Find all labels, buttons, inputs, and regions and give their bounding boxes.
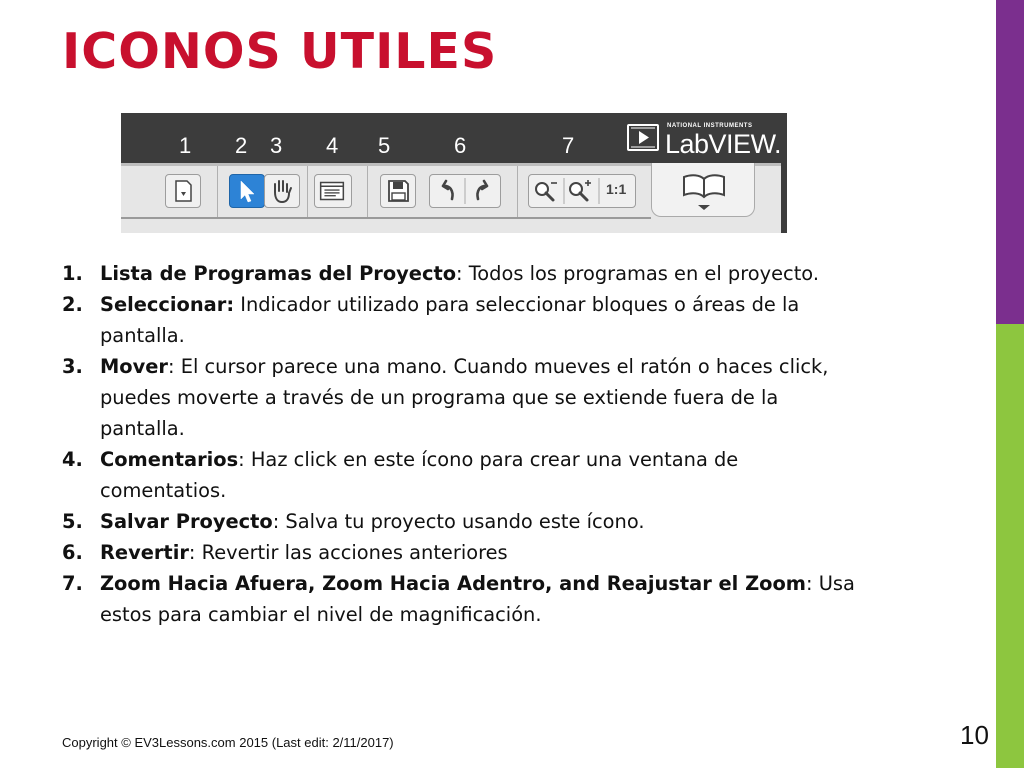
list-term: Zoom Hacia Afuera, Zoom Hacia Adentro, and Reajustar el Zoom <box>100 572 806 595</box>
callout-number-3: 3 <box>270 133 283 158</box>
list-number: 1. <box>62 262 83 285</box>
toolbar-separator <box>217 166 218 217</box>
zoom-reset-icon[interactable]: 1:1 <box>606 181 627 197</box>
list-sep: : <box>238 448 245 471</box>
save-icon <box>381 175 415 207</box>
accent-strip-green <box>996 324 1024 768</box>
pan-hand-icon <box>265 175 299 207</box>
save-button[interactable] <box>380 174 416 208</box>
list-desc: Usa estos para cambiar el nivel de magnificación. <box>100 572 855 626</box>
page-number: 10 <box>960 720 989 750</box>
list-item <box>62 568 862 630</box>
list-item <box>62 506 862 537</box>
pan-button[interactable] <box>264 174 300 208</box>
labview-logo-icon <box>627 124 659 151</box>
icon-description-list <box>62 258 862 630</box>
undo-icon[interactable] <box>430 175 500 207</box>
list-number: 6. <box>62 541 83 564</box>
list-desc: Indicador utilizado para seleccionar bloques o áreas de la pantalla. <box>100 293 800 347</box>
labview-logo <box>627 121 787 159</box>
list-desc: Salva tu proyecto usando este ícono. <box>279 510 645 533</box>
list-term: Salvar Proyecto <box>100 510 273 533</box>
copyright-footer: Copyright © EV3Lessons.com 2015 (Last edit: 2/11/2017) <box>62 735 394 750</box>
callout-number-7: 7 <box>562 133 575 158</box>
list-sep: : <box>167 355 175 378</box>
toolbar-header <box>121 113 787 163</box>
list-desc: El cursor parece una mano. Cuando mueves el ratón o haces click, puedes moverte a través de un programa que se extiende fuera de la pantalla. <box>100 355 829 440</box>
labview-brand-text: LabVIEW. <box>665 129 782 159</box>
select-button[interactable] <box>229 174 265 208</box>
list-number: 4. <box>62 448 83 471</box>
program-list-icon <box>166 175 200 207</box>
callout-number-5: 5 <box>378 133 391 158</box>
callout-number-6: 6 <box>454 133 467 158</box>
comment-button[interactable] <box>314 174 352 208</box>
callout-number-4: 4 <box>326 133 339 158</box>
callout-number-2: 2 <box>235 133 248 158</box>
comment-icon <box>315 175 349 207</box>
ni-brand-text: NATIONAL INSTRUMENTS <box>667 123 753 129</box>
list-number: 5. <box>62 510 83 533</box>
list-sep: : <box>456 262 463 285</box>
labview-toolbar-image <box>121 113 787 233</box>
list-item <box>62 351 862 444</box>
list-number: 2. <box>62 293 83 316</box>
list-item <box>62 258 862 289</box>
list-desc: Todos los programas en el proyecto. <box>462 262 819 285</box>
undo-redo-group <box>429 174 501 208</box>
content-editor-tab[interactable] <box>651 163 755 217</box>
list-number: 3. <box>62 355 83 378</box>
toolbar-bottom-line <box>121 217 651 219</box>
toolbar-separator <box>367 166 368 217</box>
list-term: Comentarios <box>100 448 239 471</box>
list-desc: Revertir las acciones anteriores <box>195 541 508 564</box>
slide-title: ICONOS UTILES <box>62 23 498 80</box>
select-pointer-icon <box>230 175 264 207</box>
list-item <box>62 537 862 568</box>
list-sep: : <box>272 510 280 533</box>
list-item <box>62 289 862 351</box>
program-list-button[interactable] <box>165 174 201 208</box>
zoom-group <box>528 174 636 208</box>
list-term: Lista de Programas del Proyecto <box>100 262 457 285</box>
content-editor-book-icon <box>652 163 756 217</box>
list-sep: : <box>805 572 813 595</box>
toolbar-separator <box>517 166 518 217</box>
callout-number-1: 1 <box>179 133 192 158</box>
list-desc: Haz click en este ícono para crear una ventana de comentatios. <box>100 448 739 502</box>
toolbar-right-edge <box>781 163 787 233</box>
list-item <box>62 444 862 506</box>
accent-strip-purple <box>996 0 1024 324</box>
list-term: Revertir <box>100 541 189 564</box>
list-term: Seleccionar: <box>100 293 235 316</box>
list-term: Mover <box>100 355 168 378</box>
toolbar-separator <box>307 166 308 217</box>
list-number: 7. <box>62 572 83 595</box>
list-sep: : <box>188 541 196 564</box>
